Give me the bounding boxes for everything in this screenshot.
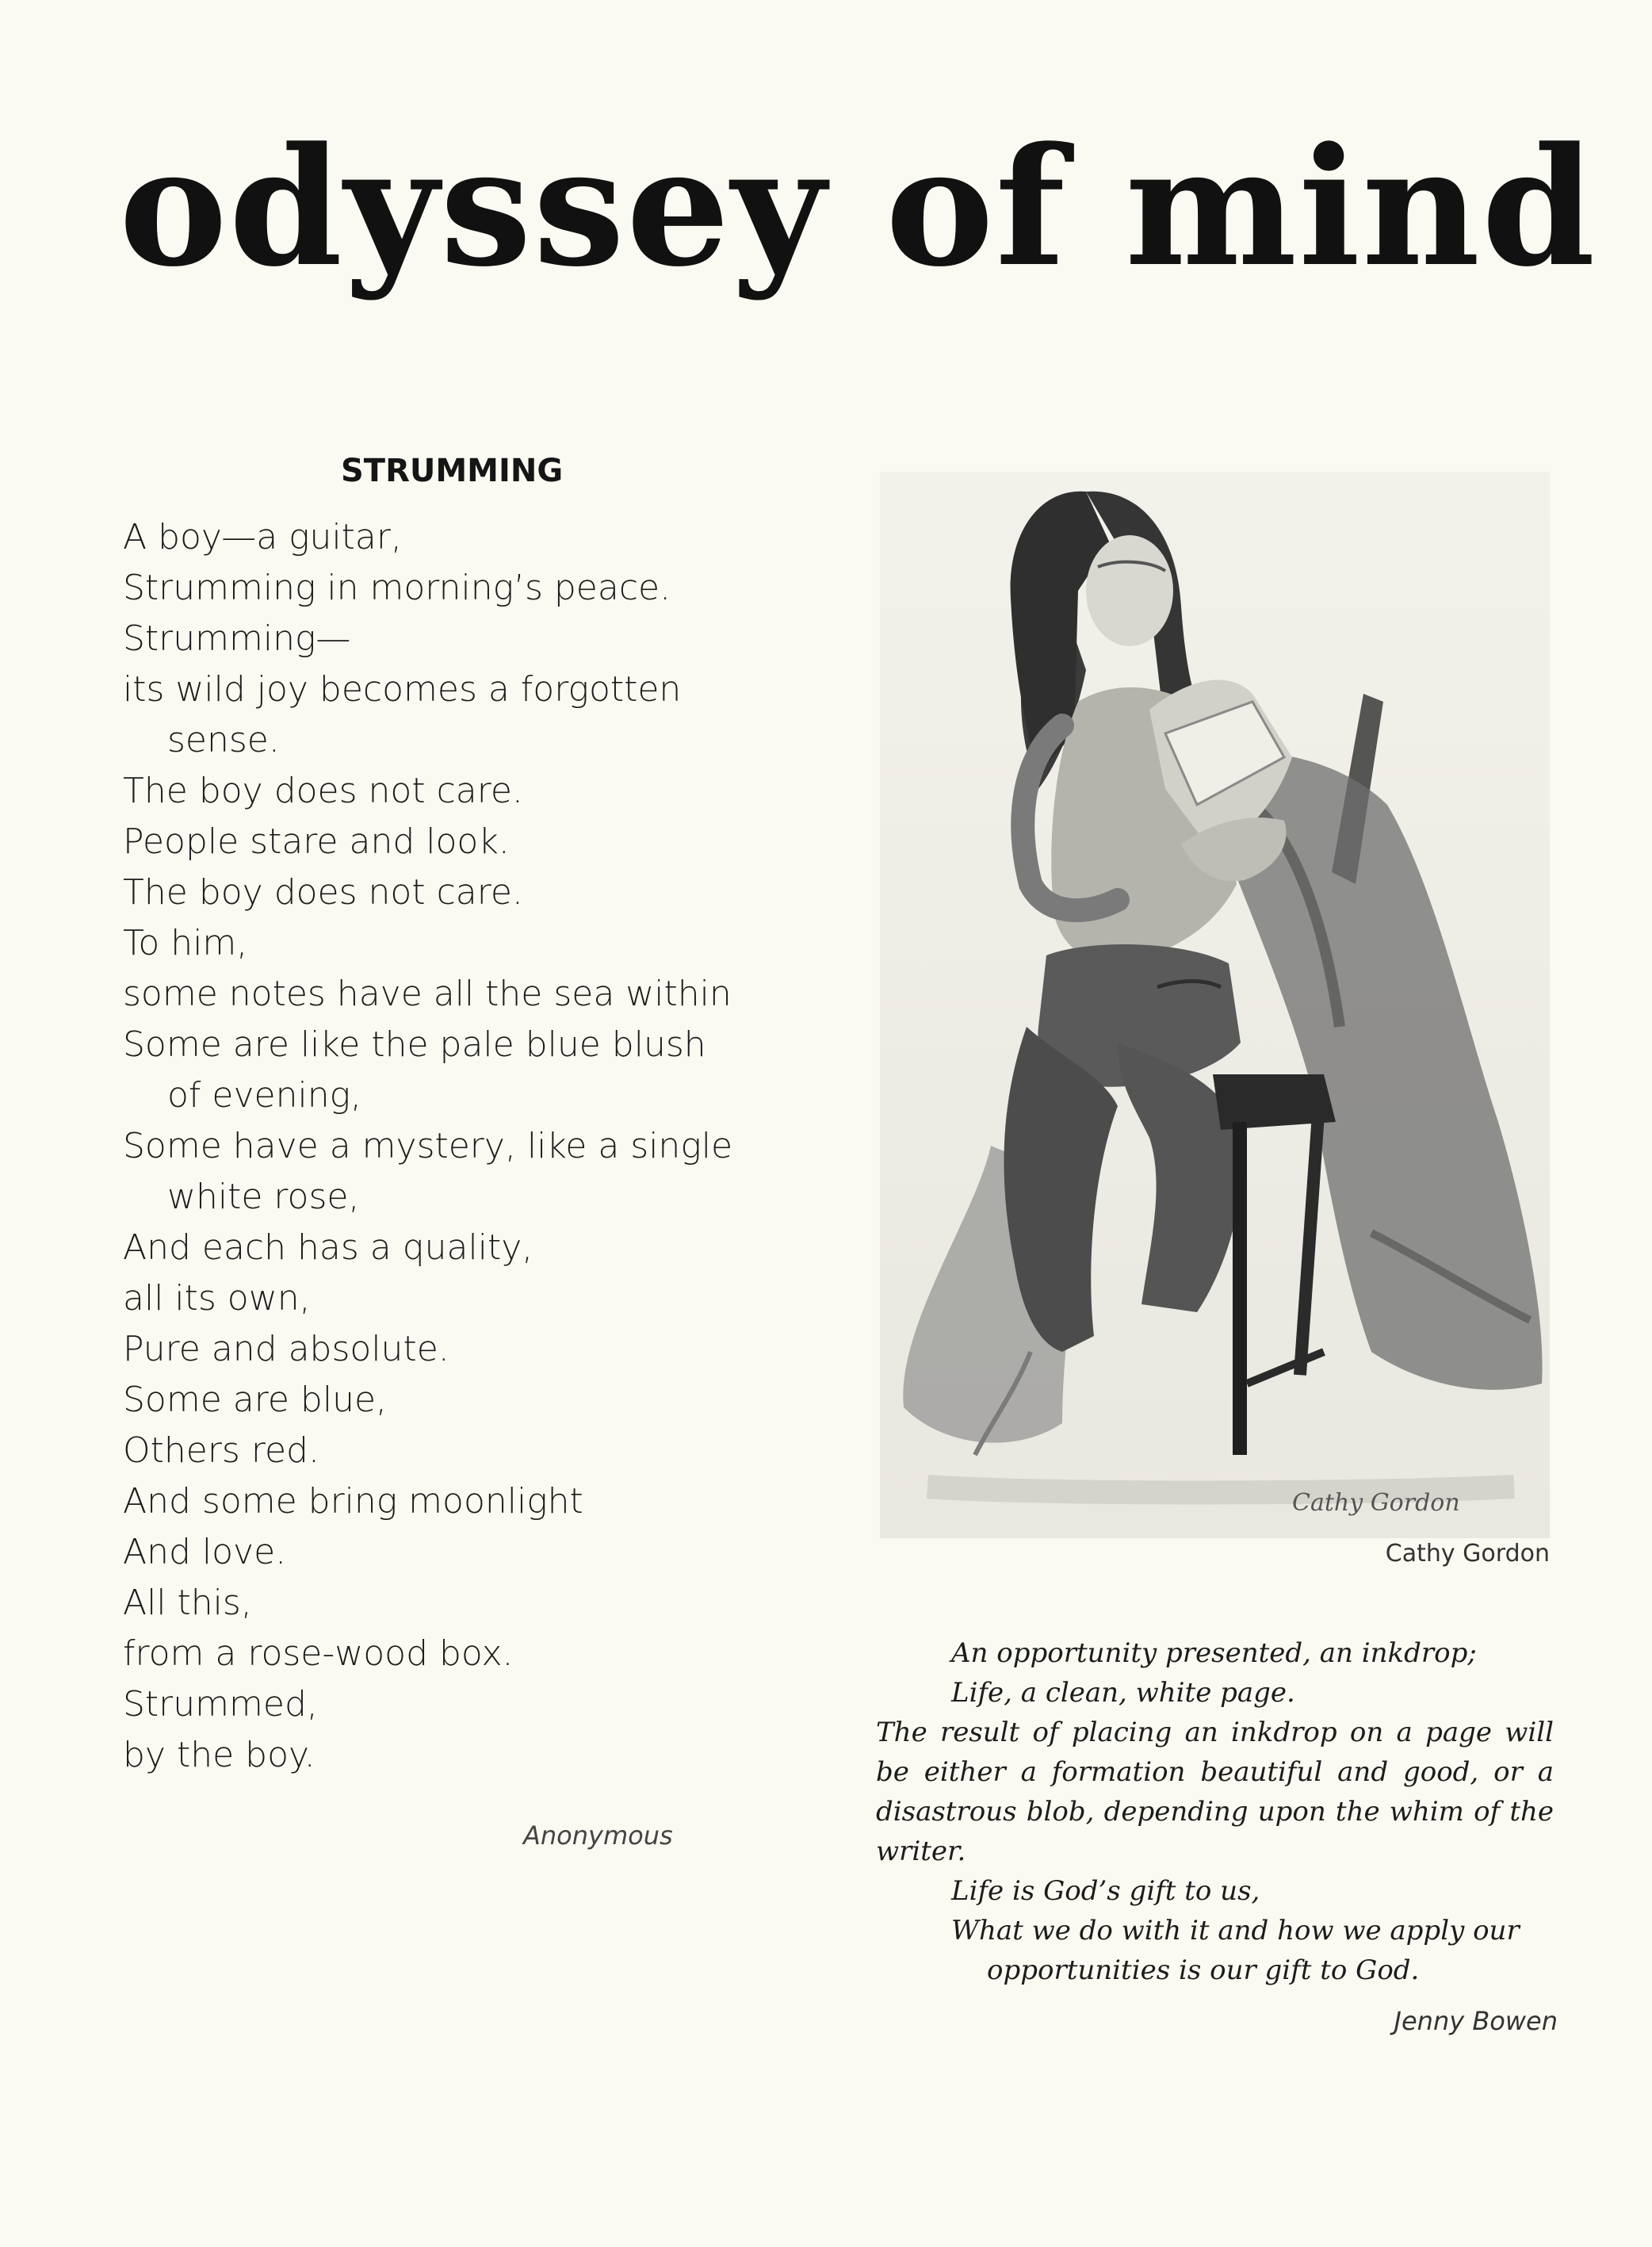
artwork-girl-reading <box>880 472 1550 1538</box>
poem-line: Some are blue, <box>123 1380 388 1420</box>
poem-line: People stare and look. <box>123 821 510 862</box>
poem-author: Anonymous <box>523 1820 673 1851</box>
poem-line: white rose, <box>167 1177 360 1217</box>
poem-line: Strummed, <box>123 1684 318 1724</box>
prose-line: What we do with it and how we apply our <box>951 1915 1520 1947</box>
prose-line: An opportunity presented, an inkdrop; <box>951 1637 1477 1669</box>
artwork-credit: Cathy Gordon <box>1385 1540 1550 1568</box>
poem-line: some notes have all the sea within <box>123 974 732 1014</box>
prose-line: opportunities is our gift to God. <box>987 1954 1420 1986</box>
prose-line: Life, a clean, white page. <box>951 1677 1295 1709</box>
poem-title: STRUMMING <box>341 453 564 489</box>
poem-strumming <box>123 452 805 1781</box>
poem-line: To him, <box>123 923 248 963</box>
poem-line: from a rose-wood box. <box>123 1633 514 1674</box>
prose-paragraph: The result of placing an inkdrop on a page will be either a formation beautiful and good, or a disastrous blob, depending upon the whim of the writer. <box>876 1717 1554 1867</box>
poem-line: by the boy. <box>123 1735 315 1775</box>
poem-line: its wild joy becomes a forgotten <box>123 669 682 710</box>
page-title: odyssey of mind <box>119 113 1597 303</box>
poem-lines <box>123 512 805 1781</box>
prose-line: Life is God’s gift to us, <box>951 1875 1260 1907</box>
poem-line: A boy—a guitar, <box>123 517 402 557</box>
poem-line: Some are like the pale blue blush <box>123 1024 706 1065</box>
poem-line: All this, <box>123 1583 252 1623</box>
artist-signature: Cathy Gordon <box>1292 1489 1460 1517</box>
poem-line: And some bring moonlight <box>123 1481 583 1522</box>
poem-line: And each has a quality, <box>123 1227 533 1268</box>
prose-author: Jenny Bowen <box>1394 2006 1558 2036</box>
poem-line: Strumming in morning’s peace. <box>123 568 671 608</box>
poem-line: Others red. <box>123 1430 319 1471</box>
poem-line: The boy does not care. <box>123 872 523 913</box>
poem-line: all its own, <box>123 1278 311 1319</box>
poem-line: sense. <box>167 720 280 760</box>
poem-line: And love. <box>123 1532 287 1572</box>
poem-line: The boy does not care. <box>123 771 523 811</box>
poem-line: of evening, <box>167 1075 361 1116</box>
poem-line: Some have a mystery, like a single <box>123 1126 733 1166</box>
prose-inkdrop <box>876 1633 1554 1990</box>
poem-line: Pure and absolute. <box>123 1329 449 1369</box>
poem-line: Strumming— <box>123 618 351 659</box>
watercolor-illustration <box>880 472 1550 1538</box>
